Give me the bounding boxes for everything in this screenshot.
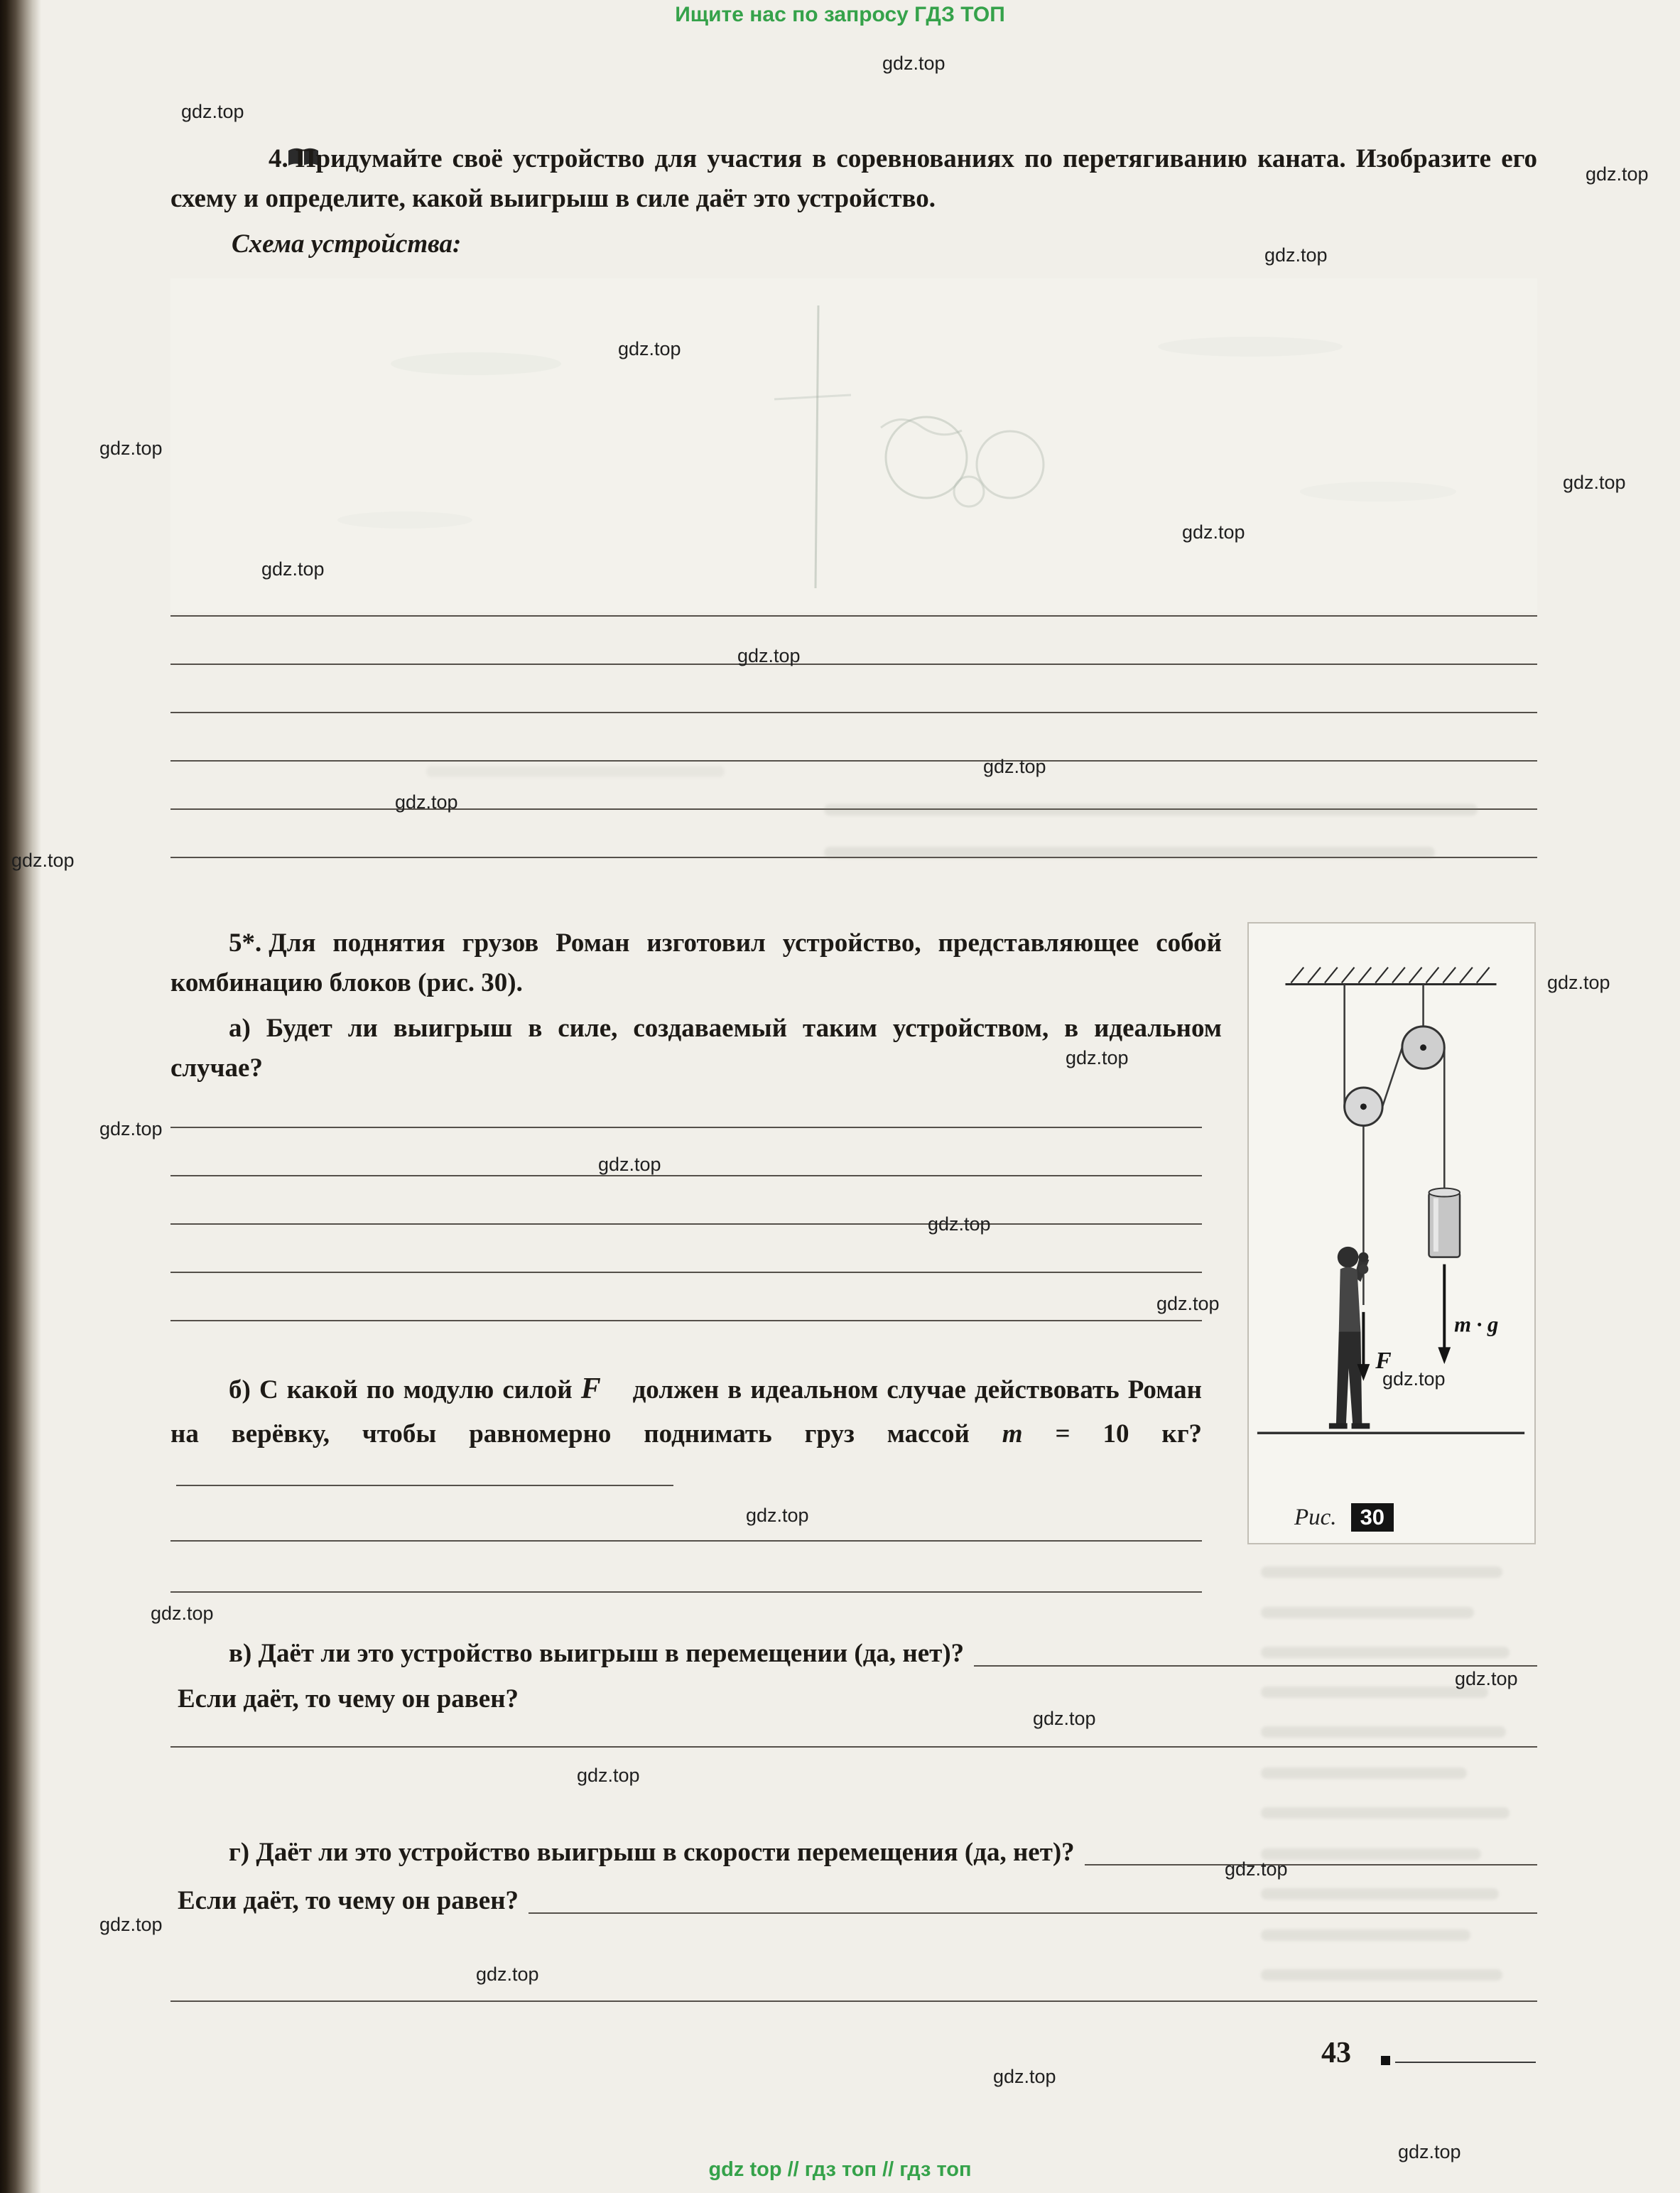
watermark: gdz.top — [993, 2066, 1056, 2087]
task5-question-v-cont: Если даёт, то чему он равен? — [178, 1684, 519, 1713]
answer-line — [170, 760, 1537, 762]
figure-caption — [1294, 1503, 1394, 1532]
task5-question-g-cont — [178, 1881, 1537, 1921]
watermark: gdz.top — [99, 1118, 163, 1139]
watermark: gdz.top — [395, 791, 458, 813]
answer-line — [170, 1272, 1202, 1273]
bleed-artifact — [1261, 1969, 1502, 1981]
watermark: gdz.top — [983, 756, 1046, 777]
bleed-artifact — [1261, 1647, 1510, 1658]
bleed-artifact — [824, 847, 1435, 858]
task5-question-b — [170, 1367, 1202, 1500]
answer-blank — [974, 1665, 1537, 1667]
bleed-artifact — [1261, 1686, 1488, 1698]
drawing-area — [170, 278, 1537, 612]
question-g-cont-text: Если даёт, то чему он равен? — [178, 1886, 519, 1915]
watermark: gdz.top — [99, 1914, 163, 1935]
answer-line — [170, 712, 1537, 713]
answer-line — [170, 1746, 1537, 1748]
promo-banner-top: Ищите нас по запросу ГДЗ ТОП — [675, 3, 1005, 26]
watermark: gdz.top — [598, 1154, 661, 1175]
question-v-text: в) Даёт ли это устройство выигрыш в перемещении (да, нет)? — [229, 1639, 965, 1668]
bleed-artifact — [1261, 1566, 1502, 1578]
question-g-text: г) Даёт ли это устройство выигрыш в скорости перемещения (да, нет)? — [229, 1838, 1075, 1867]
watermark: gdz.top — [928, 1213, 991, 1235]
promo-banner-bottom: gdz top // гдз топ // гдз топ — [708, 2158, 972, 2181]
answer-line — [170, 1223, 1202, 1225]
weight — [1429, 1188, 1460, 1257]
bleed-artifact — [1261, 1767, 1467, 1779]
answer-line — [170, 615, 1537, 617]
watermark: gdz.top — [1156, 1293, 1220, 1314]
task5-intro — [170, 924, 1222, 1003]
bleed-artifact — [426, 766, 725, 777]
scheme-label: Схема устройства: — [232, 229, 462, 259]
figure-number-badge: 30 — [1351, 1503, 1394, 1532]
answer-blank — [176, 1481, 673, 1486]
bleed-artifact — [1261, 1848, 1481, 1860]
watermark: gdz.top — [1033, 1708, 1096, 1729]
question-b-mid: должен в идеальном случае действовать Роман на верёвку, чтобы равномерно поднимать груз массой — [170, 1375, 1202, 1449]
answer-line — [170, 1175, 1202, 1176]
weight-force-arrow — [1438, 1265, 1515, 1365]
task4-question: Придумайте своё устройство для участия в соревнованиях по перетягиванию каната. Изобразите его схему и определите, какой выигрыш в силе даёт это устройство. — [170, 144, 1537, 213]
answer-line — [170, 1320, 1202, 1321]
watermark: gdz.top — [1455, 1668, 1518, 1689]
watermark: gdz.top — [1382, 1368, 1446, 1390]
figure-30 — [1247, 922, 1536, 1544]
task4-paragraph — [170, 139, 1537, 219]
mass-symbol: m — [1002, 1419, 1023, 1449]
watermark: gdz.top — [1563, 472, 1626, 493]
watermark: gdz.top — [618, 338, 681, 359]
watermark: gdz.top — [151, 1603, 214, 1624]
pull-force-label: F⃗ — [1375, 1348, 1410, 1375]
watermark: gdz.top — [1264, 244, 1328, 266]
movable-pulley — [1345, 1088, 1382, 1125]
task4-number: 4. — [269, 144, 288, 173]
page-number-line — [1395, 2062, 1536, 2063]
task5-number: 5*. — [229, 928, 262, 958]
question-b-mass: = 10 кг? — [1055, 1419, 1203, 1449]
watermark: gdz.top — [99, 438, 163, 459]
question-b-pre: б) С какой по модулю силой — [229, 1375, 573, 1404]
answer-line — [170, 2000, 1537, 2002]
page-number: 43 — [1321, 2037, 1351, 2069]
pulley-diagram — [1249, 924, 1534, 1543]
answer-line — [170, 1540, 1202, 1542]
watermark: gdz.top — [1225, 1858, 1288, 1880]
bleed-artifact — [1261, 1726, 1506, 1738]
watermark: gdz.top — [577, 1765, 640, 1786]
bleed-artifact — [1261, 1607, 1474, 1618]
bleed-artifact — [1261, 1888, 1499, 1900]
watermark: gdz.top — [181, 101, 244, 122]
watermark: gdz.top — [737, 645, 801, 666]
watermark: gdz.top — [261, 558, 325, 580]
bleed-artifact — [824, 804, 1478, 816]
watermark: gdz.top — [1066, 1047, 1129, 1068]
book-binding-edge — [0, 0, 41, 2193]
pencil-sketch — [170, 278, 1537, 612]
watermark: gdz.top — [476, 1964, 539, 1985]
watermark: gdz.top — [1586, 163, 1649, 185]
page-number-square — [1381, 2056, 1390, 2065]
bleed-artifact — [1261, 1929, 1470, 1941]
answer-line — [170, 1127, 1202, 1128]
answer-line — [170, 664, 1537, 665]
watermark: gdz.top — [11, 850, 75, 871]
book-icon — [229, 141, 261, 164]
task5-intro-text: Для поднятия грузов Роман изготовил устройство, представляющее собой комбинацию блоков (рис. 30). — [170, 928, 1222, 997]
bleed-artifact — [1261, 1807, 1510, 1819]
watermark: gdz.top — [882, 53, 945, 74]
figure-caption-label: Рис. — [1294, 1504, 1337, 1530]
answer-blank — [1085, 1864, 1537, 1866]
task5-question-a: а) Будет ли выигрыш в силе, создаваемый таким устройством, в идеальном случае? — [170, 1014, 1222, 1083]
weight-force-label: m · g⃗ — [1454, 1312, 1516, 1337]
answer-line — [170, 1591, 1202, 1593]
watermark: gdz.top — [746, 1505, 809, 1526]
ceiling — [1285, 968, 1496, 985]
watermark: gdz.top — [1547, 972, 1610, 993]
watermark: gdz.top — [1398, 2141, 1461, 2162]
answer-blank — [529, 1912, 1537, 1914]
fixed-pulley — [1402, 1027, 1444, 1068]
force-symbol: F⃗ — [580, 1372, 624, 1405]
watermark: gdz.top — [1182, 521, 1245, 543]
